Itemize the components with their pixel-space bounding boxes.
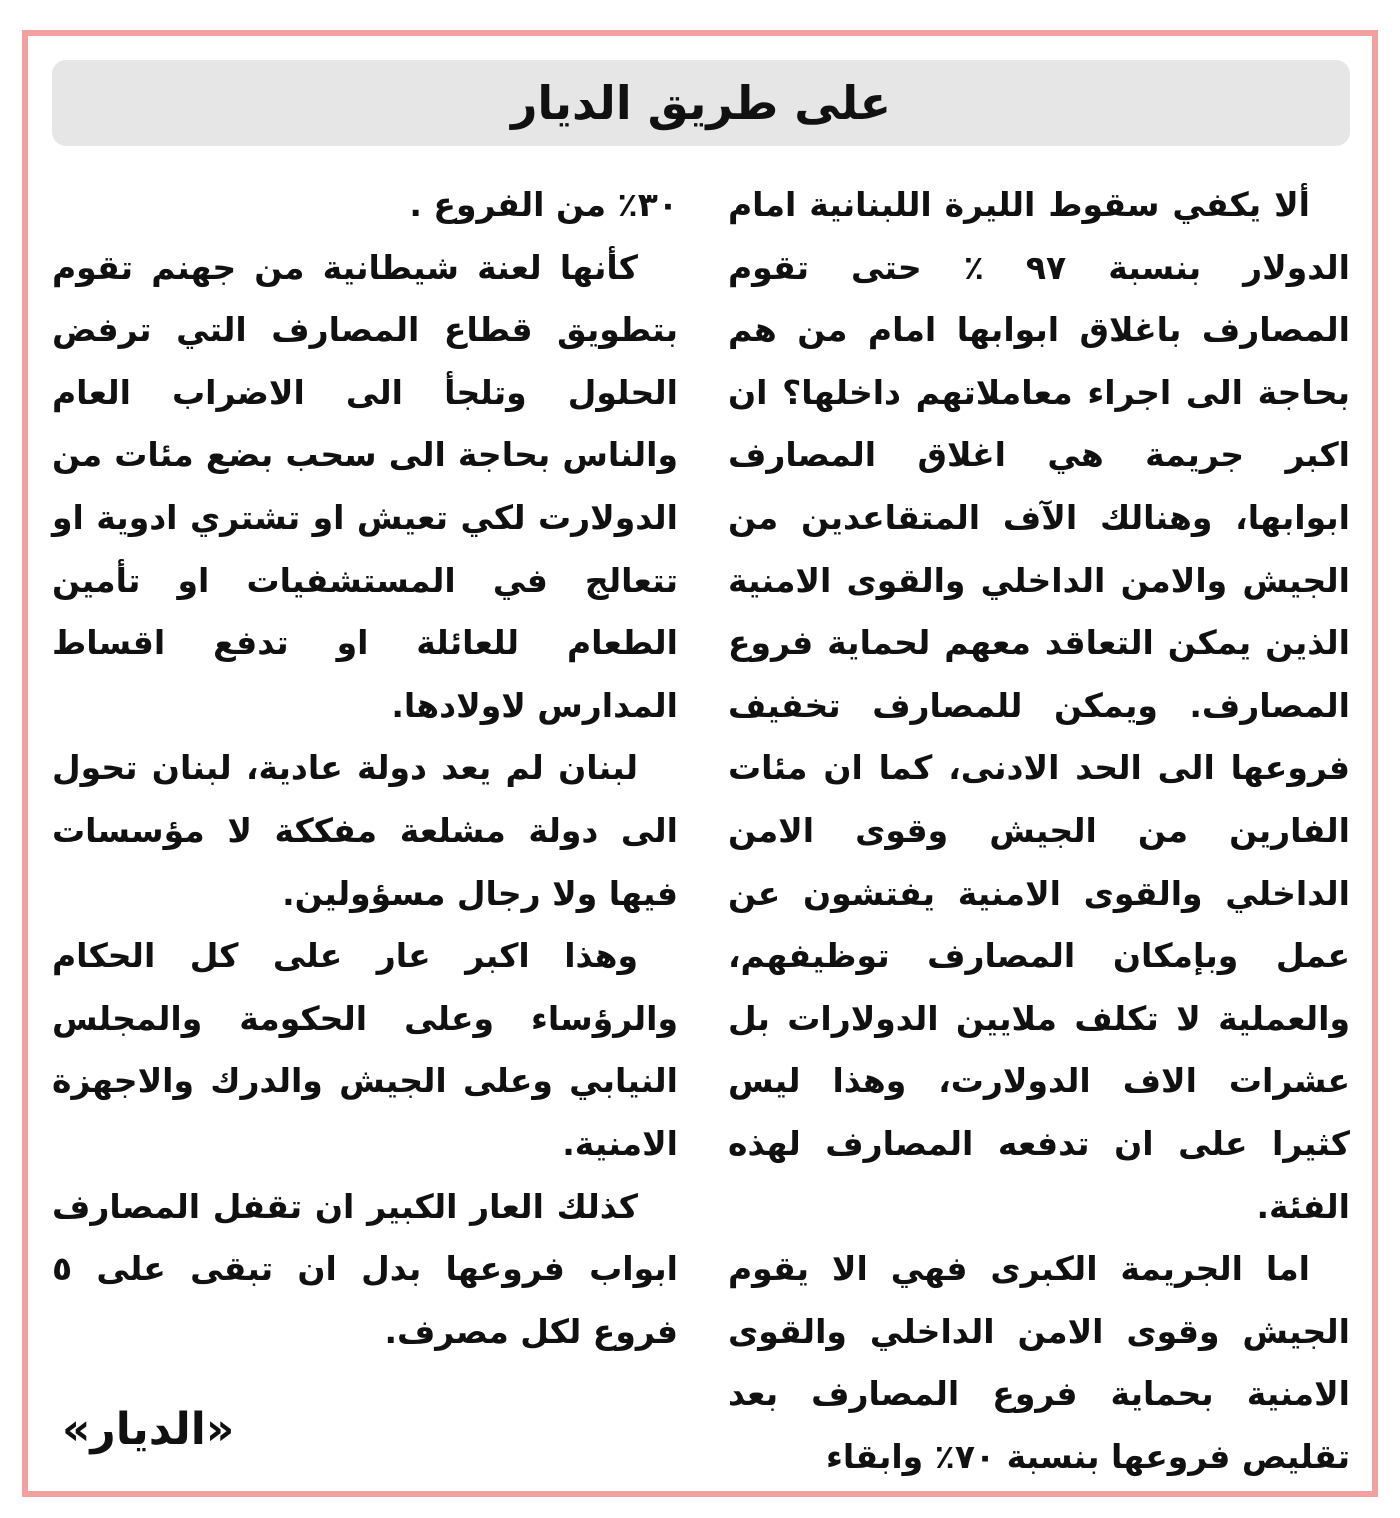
- article-frame: [22, 30, 1378, 1497]
- article-paragraph: كذلك العار الكبير ان تقفل المصارف ابواب فروعها بدل ان تبقى على ٥ فروع لكل مصرف.: [52, 1186, 678, 1351]
- article-column-left: [52, 174, 678, 1363]
- article-column-right: [728, 174, 1350, 1488]
- article-paragraph: وهذا اكبر عار على كل الحكام والرؤساء وعلى الحكومة والمجلس النيابي وعلى الجيش والدرك والاجهزة الامنية.: [52, 936, 678, 1163]
- article-paragraph: ألا يكفي سقوط الليرة اللبنانية امام الدولار بنسبة ٩٧ ٪ حتى تقوم المصارف باغلاق ابوابها امام من هم بحاجة الى اجراء معاملاتهم داخلها؟ ان اكبر جريمة هي اغلاق المصارف ابوابها، وهنالك الآف المتقاعدين من الجيش والامن الداخلي والقوى الامنية الذين يمكن التعاقد معهم لحماية فروع المصارف. ويمكن للمصارف تخفيف فروعها الى الحد الادنى، كما ان مئات الفارين من الجيش وقوى الامن الداخلي والقوى الامنية يفتشون عن عمل وبإمكان المصارف توظيفهم، والعملية لا تكلف ملايين الدولارات بل عشرات الاف الدولارت، وهذا ليس كثيرا على ان تدفعه المصارف لهذه الفئة.: [728, 185, 1350, 1226]
- title-banner: [52, 60, 1350, 146]
- article-signature: «الديار»: [62, 1404, 235, 1455]
- article-paragraph: لبنان لم يعد دولة عادية، لبنان تحول الى دولة مشلعة مفككة لا مؤسسات فيها ولا رجال مسؤولين.: [52, 748, 678, 913]
- page-title: على طريق الديار: [510, 76, 892, 130]
- article-paragraph: كأنها لعنة شيطانية من جهنم تقوم بتطويق قطاع المصارف التي ترفض الحلول وتلجأ الى الاضراب العام والناس بحاجة الى سحب بضع مئات من الدولارت لكي تعيش او تشتري ادوية او تتعالج في المستشفيات او تأمين الطعام للعائلة او تدفع اقساط المدارس لاولادها.: [52, 247, 678, 725]
- article-paragraph-continued: ٣٠٪ من الفروع .: [409, 185, 678, 224]
- article-paragraph: اما الجريمة الكبرى فهي الا يقوم الجيش وقوى الامن الداخلي والقوى الامنية بحماية فروع المصارف بعد تقليص فروعها بنسبة ٧٠٪ وابقاء: [728, 1249, 1350, 1476]
